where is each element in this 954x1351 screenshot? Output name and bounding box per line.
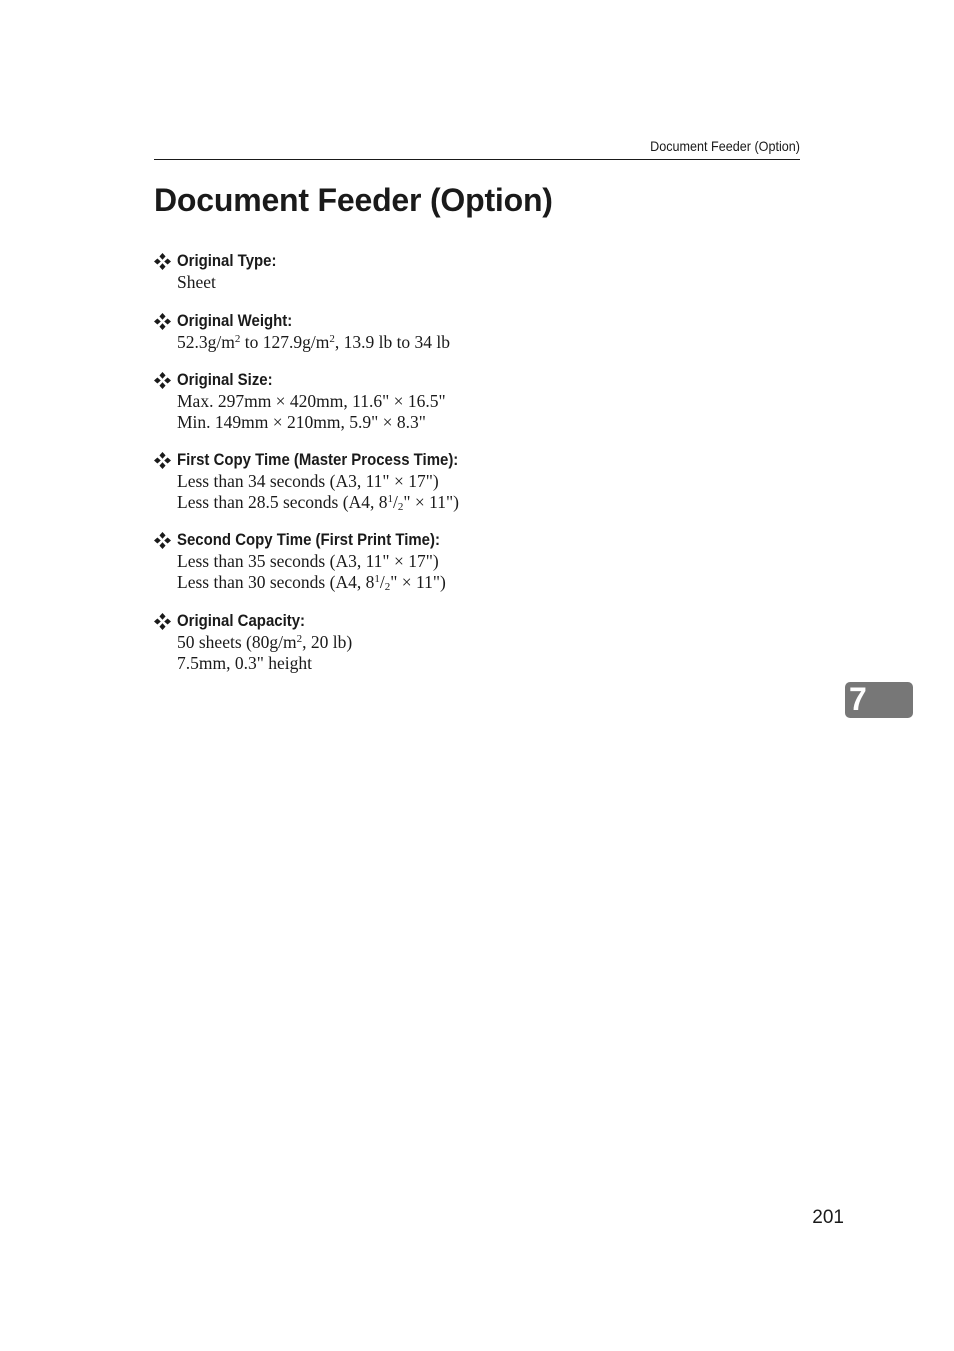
fraction-slash: / <box>392 492 398 512</box>
diamond-bullet-icon <box>154 532 171 549</box>
spec-label: Original Size: <box>177 370 273 389</box>
diamond-bullet-icon <box>154 313 171 330</box>
chapter-number: 7 <box>849 681 867 717</box>
spec-label: Second Copy Time (First Print Time): <box>177 530 440 549</box>
text-run: , 20 lb) <box>302 632 353 652</box>
text-run: , 13.9 lb to 34 lb <box>334 332 451 352</box>
spec-original-capacity <box>154 610 352 674</box>
spec-value: Min. 149mm × 210mm, 5.9" × 8.3" <box>177 412 426 432</box>
spec-value <box>177 632 352 653</box>
text-run: Less than 30 seconds (A4, 8 <box>177 572 375 592</box>
text-run: " × 11") <box>403 492 459 512</box>
text-run: 50 sheets (80g/m <box>177 632 297 652</box>
spec-value: Less than 35 seconds (A3, 11" × 17") <box>177 551 439 571</box>
diamond-bullet-icon <box>154 613 171 630</box>
spec-value: Max. 297mm × 420mm, 11.6" × 16.5" <box>177 391 446 411</box>
superscript: 2 <box>234 333 241 345</box>
spec-label: First Copy Time (Master Process Time): <box>177 450 459 469</box>
page-title: Document Feeder (Option) <box>154 182 553 218</box>
header-rule <box>154 159 800 160</box>
spec-original-weight <box>154 310 450 353</box>
running-header: Document Feeder (Option) <box>650 138 800 154</box>
spec-original-type <box>154 250 290 293</box>
superscript: 2 <box>329 333 335 345</box>
text-run: to 127.9g/m <box>240 332 330 352</box>
superscript: 2 <box>296 633 303 645</box>
text-run: 52.3g/m <box>177 332 235 352</box>
diamond-bullet-icon <box>154 372 171 389</box>
spec-label: Original Capacity: <box>177 611 306 630</box>
spec-value: 7.5mm, 0.3" height <box>177 653 312 673</box>
fraction-slash: / <box>379 572 385 592</box>
subscript: 2 <box>397 501 404 513</box>
superscript: 1 <box>374 573 380 585</box>
spec-value <box>177 572 476 593</box>
spec-value: Sheet <box>177 272 216 292</box>
diamond-bullet-icon <box>154 253 171 270</box>
spec-value <box>177 492 497 513</box>
subscript: 2 <box>384 581 391 593</box>
superscript: 1 <box>387 493 393 505</box>
spec-first-copy-time <box>154 449 497 513</box>
spec-second-copy-time <box>154 529 476 593</box>
spec-value <box>177 332 450 353</box>
spec-original-size <box>154 369 446 433</box>
spec-value: Less than 34 seconds (A3, 11" × 17") <box>177 471 439 491</box>
page-number: 201 <box>812 1207 844 1228</box>
spec-label: Original Weight: <box>177 311 293 330</box>
text-run: Less than 28.5 seconds (A4, 8 <box>177 492 388 512</box>
diamond-bullet-icon <box>154 452 171 469</box>
text-run: " × 11") <box>390 572 446 592</box>
spec-label: Original Type: <box>177 251 277 270</box>
